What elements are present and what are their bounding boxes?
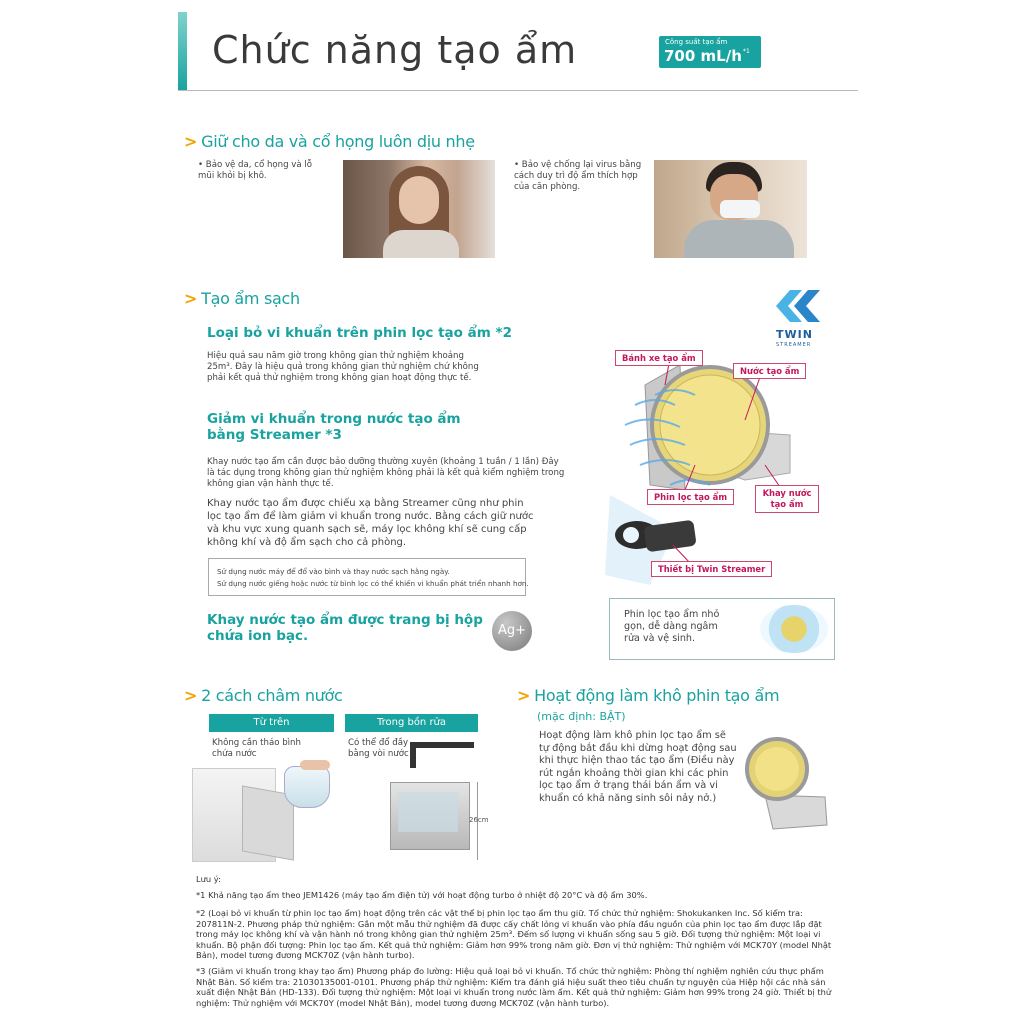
label-humidifying-water: Nước tạo ẩm bbox=[733, 363, 806, 379]
chevron-right-icon: > bbox=[517, 686, 531, 705]
capacity-badge-value: 700 mL/h bbox=[664, 47, 742, 65]
chevron-right-icon: > bbox=[184, 686, 198, 705]
purifier-refill-image bbox=[192, 760, 337, 860]
capacity-badge-sup: *1 bbox=[743, 48, 750, 55]
humidifier-diagram bbox=[595, 345, 835, 595]
streamer-text-2: Khay nước tạo ẩm được chiếu xạ bằng Streamer cũng như phin lọc tạo ẩm để làm giảm vi khuẩn trong nước. Bằng cách giữ nước và khu vực xung quanh sạch sẽ, máy lọc không khí sẽ cung cấp không khí và độ ẩm sạch cho cả phòng. bbox=[207, 498, 534, 548]
sub-heading-filter: Loại bỏ vi khuẩn trên phin lọc tạo ẩm *2 bbox=[207, 325, 512, 341]
water-tip-line2: Sử dụng nước giếng hoặc nước từ bình lọc có thể khiến vi khuẩn phát triển nhanh hơn. bbox=[217, 579, 529, 588]
label-humidifying-wheel: Bánh xe tạo ẩm bbox=[615, 350, 703, 366]
capacity-badge bbox=[659, 36, 761, 68]
silver-ion-badge: Ag+ bbox=[492, 611, 532, 651]
page-title: Chức năng tạo ẩm bbox=[212, 28, 578, 72]
section-heading-refill: > 2 cách châm nước bbox=[184, 686, 343, 705]
label-water-tray: Khay nước tạo ẩm bbox=[755, 485, 819, 513]
water-tip-line1: Sử dụng nước máy để đổ vào bình và thay nước sạch hằng ngày. bbox=[217, 567, 450, 576]
section-heading-skin: > Giữ cho da và cổ họng luôn dịu nhẹ bbox=[184, 132, 475, 151]
section-heading-drying: > Hoạt động làm khô phin tạo ẩm bbox=[517, 686, 780, 705]
chevron-right-icon: > bbox=[184, 132, 198, 151]
label-humidifying-filter: Phin lọc tạo ẩm bbox=[647, 489, 734, 505]
sub-heading-streamer: Giảm vi khuẩn trong nước tạo ẩm bằng Streamer *3 bbox=[207, 411, 461, 443]
filter-callout-box bbox=[609, 598, 835, 660]
twin-logo-bottom: STREAMER bbox=[776, 342, 812, 348]
drying-wheel-graphic bbox=[745, 725, 830, 833]
skin-bullet-1: • Bảo vệ da, cổ họng và lỗ mũi khỏi bị khô. bbox=[198, 160, 313, 181]
twin-streamer-icon bbox=[770, 284, 826, 328]
capacity-badge-label: Công suất tạo ẩm bbox=[665, 38, 728, 46]
header-divider bbox=[178, 90, 858, 91]
notes-title: Lưu ý: bbox=[196, 874, 221, 884]
drying-default: (mặc định: BẬT) bbox=[537, 710, 626, 723]
note-1: *1 Khả năng tạo ẩm theo JEM1426 (máy tạo ẩm điện tử) với hoạt động turbo ở nhiệt độ 20°C và độ ẩm 30%. bbox=[196, 890, 648, 900]
drying-wheel-image bbox=[745, 725, 830, 833]
humidifier-wheel-graphic bbox=[595, 345, 835, 595]
filter-bowl-image bbox=[760, 605, 828, 653]
twin-streamer-logo bbox=[770, 284, 826, 354]
label-twin-streamer-device: Thiết bị Twin Streamer bbox=[651, 561, 772, 577]
section-heading-clean: > Tạo ẩm sạch bbox=[184, 289, 300, 308]
woman-photo bbox=[343, 160, 495, 258]
streamer-text: Khay nước tạo ẩm cần được bảo dưỡng thường xuyên (khoảng 1 tuần / 1 lần) Đây là tác dụng trong không gian thử nghiệm không phải là kết quả kiểm nghiệm trong không gian vận hành thực tế. bbox=[207, 457, 565, 489]
water-tip-box bbox=[208, 558, 529, 596]
man-mask-photo bbox=[654, 160, 807, 258]
sub-heading-silver: Khay nước tạo ẩm được trang bị hộp chứa ion bạc. bbox=[207, 612, 483, 644]
drying-text: Hoạt động làm khô phin lọc tạo ẩm sẽ tự động bắt đầu khi dừng hoạt động sau khi thực hiện thao tác tạo ẩm (Điều này rút ngắn khoảng thời gian khi các phin lọc tạo ẩm ở trạng thái bán ẩm và vi khuẩn có khả năng sinh sôi nảy nở.) bbox=[539, 730, 737, 804]
dimension-label: 26cm bbox=[469, 816, 489, 824]
filter-text: Hiệu quả sau năm giờ trong không gian thử nghiệm khoảng 25m³. Đây là hiệu quả trong không gian thử nghiệm chứ không phải kết quả thử nghiệm trong không gian hoạt động thực tế. bbox=[207, 351, 479, 383]
header-accent-bar bbox=[178, 12, 187, 90]
refill-caption-sink: Có thể đổ đầy bằng vòi nước bbox=[348, 738, 409, 759]
sink-refill-image bbox=[380, 742, 490, 862]
note-2: *2 (Loại bỏ vi khuẩn từ phin lọc tạo ẩm) hoạt động trên các vật thể bị phin lọc tạo ẩm thu giữ. Tổ chức thử nghiệm: Shokukanken Inc. Số kiểm tra: 207811N-2. Phương pháp thử nghiệm: Gắn một mẫu thử nghiệm đã được cấy chất lỏng vi khuẩn vào phía đầu nguồn của phin lọc tạo ẩm được lắp đặt trong máy lọc không khí và vận hành nó trong không gian thử nghiệm 25m³. Đếm số lượng vi khuẩn sống sau 5 giờ. Đối tượng thử nghiệm: Một loại vi khuẩn. Bộ phận đối tượng: Phin lọc tạo ẩm. Kết quả thử nghiệm: Giảm hơn 99% trong năm giờ. Đơn vị thử nghiệm: Thử nghiệm với MCK70Y (model Nhật Bản), model tương đương MCK70Z (vận hành turbo). bbox=[196, 908, 832, 961]
note-3: *3 (Giảm vi khuẩn trong khay tạo ẩm) Phương pháp đo lường: Hiệu quả loại bỏ vi khuẩn. Tổ chức thử nghiệm: Phòng thí nghiệm nghiên cứu thực phẩm Nhật Bản. Số kiểm tra: 21030135001-0101. Phương pháp thử nghiệm: Kiểm tra đánh giá hiệu suất theo tiêu chuẩn tự nguyện của Hiệp hội các nhà sản xuất điện Nhật Bản (HD-133). Đối tượng thử nghiệm: Một loại vi khuẩn trong nước làm ẩm. Kết quả thử nghiệm: Giảm hơn 99% trong 24 giờ. Thiết bị thử nghiệm: Thử nghiệm với MCK70Y (model Nhật Bản), model tương đương MCK70Z (vận hành turbo). bbox=[196, 966, 832, 1008]
chevron-right-icon: > bbox=[184, 289, 198, 308]
tab-from-top: Từ trên bbox=[209, 714, 334, 732]
skin-bullet-2: • Bảo vệ chống lại virus bằng cách duy trì độ ẩm thích hợp của căn phòng. bbox=[514, 160, 642, 192]
tab-in-sink: Trong bồn rửa bbox=[345, 714, 478, 732]
filter-callout-text: Phin lọc tạo ẩm nhỏ gọn, dễ dàng ngâm rửa và vệ sinh. bbox=[624, 609, 720, 644]
refill-caption-top: Không cần tháo bình chứa nước bbox=[212, 738, 301, 759]
twin-logo-top: TWIN bbox=[776, 328, 813, 341]
